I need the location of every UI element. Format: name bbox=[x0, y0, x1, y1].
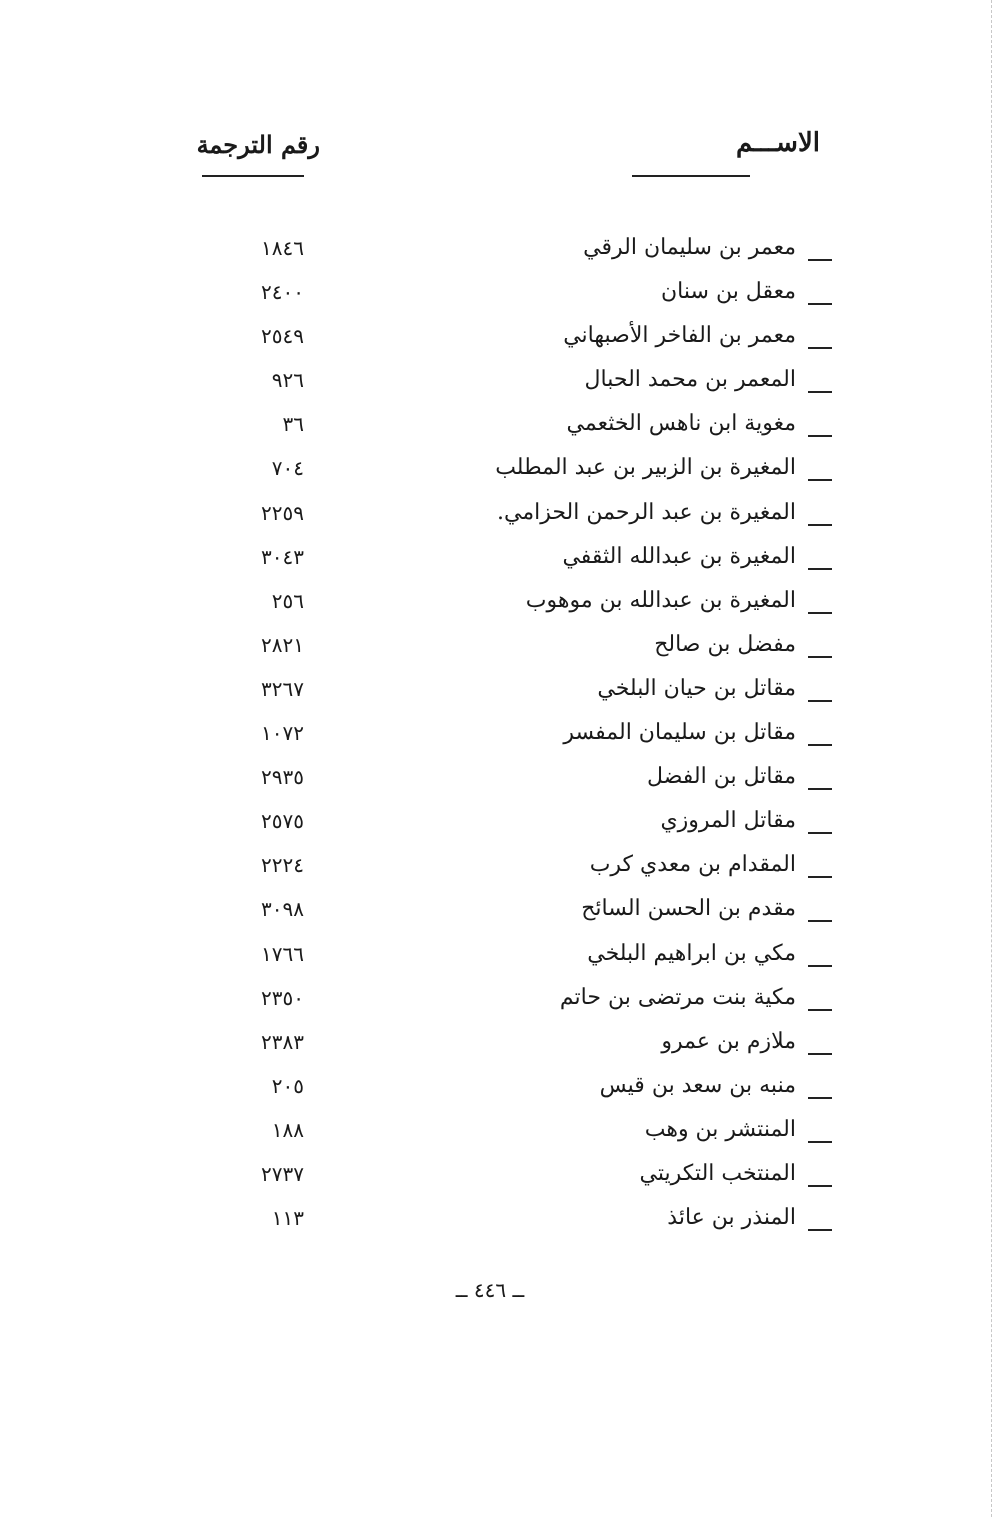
entry-dash bbox=[808, 943, 832, 967]
entry-dash bbox=[808, 766, 832, 790]
entry-dash bbox=[808, 810, 832, 834]
entry-number: ٢٣٥٠ bbox=[261, 985, 304, 1010]
list-item bbox=[0, 892, 1006, 936]
entry-number: ٢٢٢٤ bbox=[261, 853, 304, 878]
entry-dash bbox=[808, 1163, 832, 1187]
entry-dash bbox=[808, 281, 832, 305]
entry-name: المعمر بن محمد الحبال bbox=[584, 367, 796, 393]
list-item bbox=[0, 275, 1006, 319]
entry-name: المغيرة بن عبدالله بن موهوب bbox=[525, 587, 796, 613]
column-header-name-underline bbox=[632, 175, 750, 177]
entry-number: ٢٩٣٥ bbox=[261, 765, 304, 790]
entry-name: المنذر بن عائذ bbox=[667, 1205, 796, 1231]
list-item bbox=[0, 363, 1006, 407]
list-item bbox=[0, 496, 1006, 540]
entry-name: مغوية ابن ناهس الخثعمي bbox=[566, 411, 796, 437]
entry-name: مقاتل بن سليمان المفسر bbox=[563, 720, 796, 746]
entry-name: مكية بنت مرتضى بن حاتم bbox=[559, 984, 796, 1010]
entry-name: المنتخب التكريتي bbox=[639, 1160, 796, 1186]
entry-number: ٣٠٩٨ bbox=[261, 897, 304, 922]
entry-dash bbox=[808, 369, 832, 393]
entry-name: المغيرة بن الزبير بن عبد المطلب bbox=[495, 455, 796, 481]
entry-number: ٣٢٦٧ bbox=[261, 676, 304, 701]
entry-name: معقل بن سنان bbox=[661, 279, 796, 305]
entry-name: المقدام بن معدي كرب bbox=[589, 852, 796, 878]
entry-dash bbox=[808, 325, 832, 349]
entry-name: المغيرة بن عبدالله الثقفي bbox=[562, 543, 796, 569]
entry-dash bbox=[808, 678, 832, 702]
entry-number: ٢٢٥٩ bbox=[261, 500, 304, 525]
entry-name: منبه بن سعد بن قيس bbox=[599, 1072, 796, 1098]
entry-dash bbox=[808, 1119, 832, 1143]
entry-name: ملازم بن عمرو bbox=[661, 1028, 796, 1054]
entry-dash bbox=[808, 1075, 832, 1099]
entry-dash bbox=[808, 457, 832, 481]
entry-number: ١٧٦٦ bbox=[261, 941, 304, 966]
list-item bbox=[0, 628, 1006, 672]
list-item bbox=[0, 1201, 1006, 1245]
list-item bbox=[0, 1025, 1006, 1069]
entry-name: المنتشر بن وهب bbox=[644, 1116, 796, 1142]
column-header-name: الاســـم bbox=[736, 128, 820, 158]
entry-dash bbox=[808, 413, 832, 437]
entry-name: مقدم بن الحسن السائح bbox=[581, 896, 796, 922]
entry-number: ٢٤٠٠ bbox=[261, 280, 304, 305]
entry-dash bbox=[808, 1207, 832, 1231]
list-item bbox=[0, 1113, 1006, 1157]
entry-dash bbox=[808, 898, 832, 922]
list-item bbox=[0, 1069, 1006, 1113]
list-item bbox=[0, 231, 1006, 275]
entry-dash bbox=[808, 590, 832, 614]
entry-number: ٢٥٦ bbox=[271, 588, 304, 613]
entry-list bbox=[0, 231, 1006, 1245]
entry-number: ١٨٨ bbox=[271, 1117, 304, 1142]
entry-dash bbox=[808, 722, 832, 746]
list-item bbox=[0, 848, 1006, 892]
entry-name: معمر بن الفاخر الأصبهاني bbox=[563, 323, 796, 349]
entry-dash bbox=[808, 1031, 832, 1055]
entry-number: ٢٥٧٥ bbox=[261, 809, 304, 834]
entry-name: مكي بن ابراهيم البلخي bbox=[587, 940, 796, 966]
entry-number: ٢٠٥ bbox=[271, 1073, 304, 1098]
list-item bbox=[0, 981, 1006, 1025]
entry-number: ٧٠٤ bbox=[271, 456, 304, 481]
entry-name: مفضل بن صالح bbox=[654, 631, 796, 657]
list-item bbox=[0, 804, 1006, 848]
entry-number: ٣٠٤٣ bbox=[261, 544, 304, 569]
entry-dash bbox=[808, 634, 832, 658]
entry-number: ١١٣ bbox=[271, 1206, 304, 1231]
entry-number: ٢٨٢١ bbox=[261, 632, 304, 657]
column-header-number-underline bbox=[202, 175, 304, 177]
entry-number: ١٠٧٢ bbox=[261, 721, 304, 746]
entry-dash bbox=[808, 502, 832, 526]
entry-number: ٣٦ bbox=[282, 412, 304, 437]
list-item bbox=[0, 584, 1006, 628]
column-header-number: رقم الترجمة bbox=[196, 130, 320, 159]
list-item bbox=[0, 407, 1006, 451]
entry-dash bbox=[808, 237, 832, 261]
list-item bbox=[0, 937, 1006, 981]
list-item bbox=[0, 716, 1006, 760]
list-item bbox=[0, 1157, 1006, 1201]
list-item bbox=[0, 540, 1006, 584]
entry-dash bbox=[808, 546, 832, 570]
list-item bbox=[0, 319, 1006, 363]
entry-number: ٢٥٤٩ bbox=[261, 324, 304, 349]
list-item bbox=[0, 672, 1006, 716]
list-item bbox=[0, 760, 1006, 804]
entry-number: ٢٣٨٣ bbox=[261, 1029, 304, 1054]
list-item bbox=[0, 451, 1006, 495]
entry-name: مقاتل بن الفضل bbox=[647, 764, 796, 790]
page-number: ــ ٤٤٦ ــ bbox=[455, 1278, 525, 1302]
entry-number: ٩٢٦ bbox=[271, 368, 304, 393]
entry-number: ١٨٤٦ bbox=[261, 236, 304, 260]
entry-name: المغيرة بن عبد الرحمن الحزامي. bbox=[496, 499, 796, 525]
entry-number: ٢٧٣٧ bbox=[261, 1161, 304, 1186]
entry-dash bbox=[808, 854, 832, 878]
entry-dash bbox=[808, 987, 832, 1011]
entry-name: مقاتل المروزي bbox=[660, 808, 796, 834]
entry-name: معمر بن سليمان الرقي bbox=[583, 235, 796, 260]
entry-name: مقاتل بن حيان البلخي bbox=[597, 675, 796, 701]
